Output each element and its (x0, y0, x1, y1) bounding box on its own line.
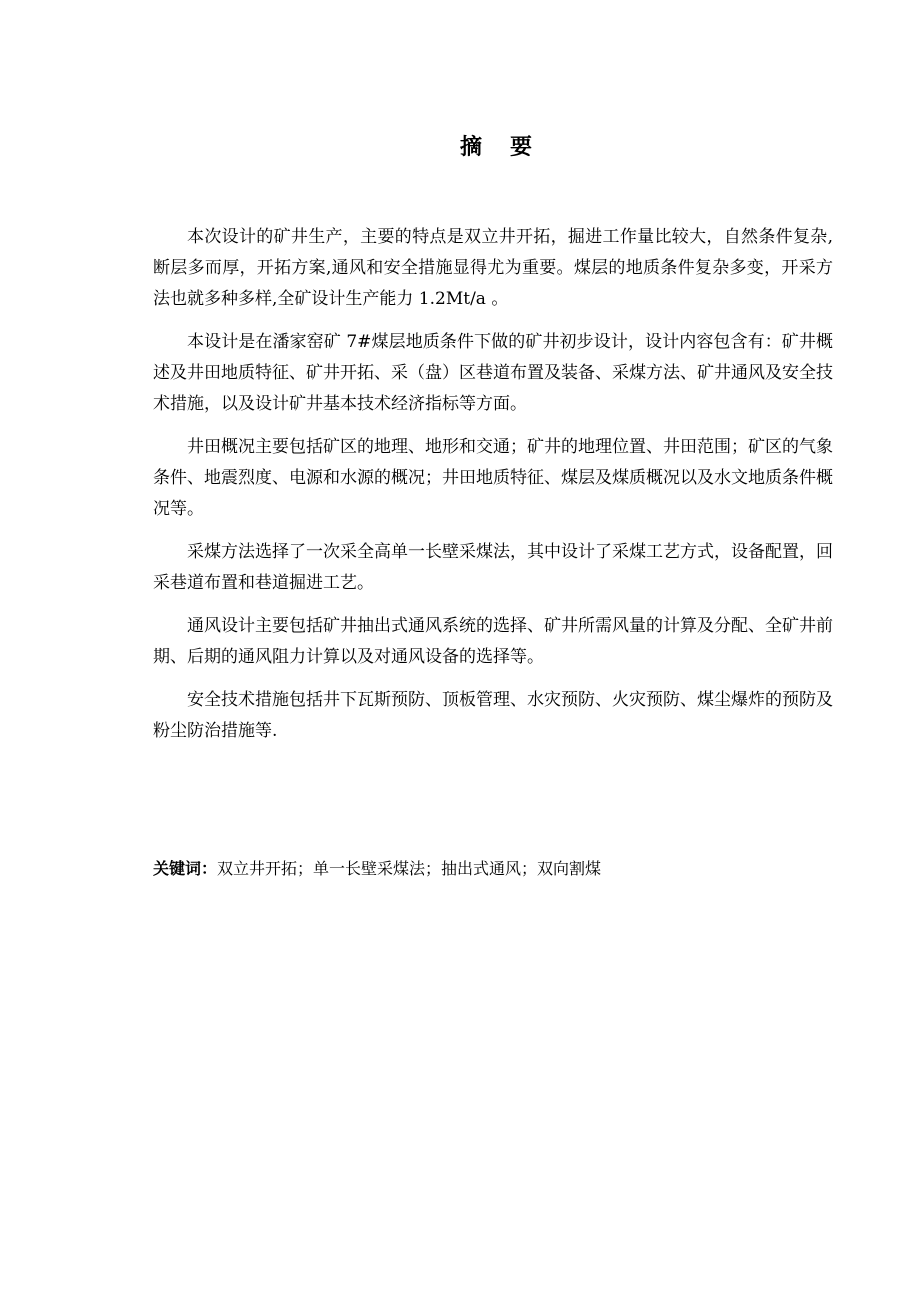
abstract-paragraph: 本设计是在潘家窑矿 7#煤层地质条件下做的矿井初步设计，设计内容包含有：矿井概述及井田地质特征、矿井开拓、采（盘）区巷道布置及装备、采煤方法、矿井通风及安全技术措施，以及设计矿井基本技术经济指标等方面。 (153, 332, 833, 414)
page-title: 摘要 (459, 135, 560, 160)
keywords-label: 关键词： (153, 859, 218, 878)
keywords-text: 双立井开拓；单一长壁采煤法；抽出式通风；双向割煤 (217, 859, 602, 878)
keywords-line (153, 854, 833, 884)
abstract-paragraph: 采煤方法选择了一次采全高单一长壁采煤法，其中设计了采煤工艺方式，设备配置，回采巷道布置和巷道掘进工艺。 (153, 542, 833, 593)
abstract-paragraph: 通风设计主要包括矿井抽出式通风系统的选择、矿井所需风量的计算及分配、全矿井前期、后期的通风阻力计算以及对通风设备的选择等。 (153, 616, 833, 667)
abstract-paragraph: 井田概况主要包括矿区的地理、地形和交通；矿井的地理位置、井田范围；矿区的气象条件、地震烈度、电源和水源的概况；井田地质特征、煤层及煤质概况以及水文地质条件概况等。 (153, 437, 833, 519)
abstract-body (153, 222, 833, 759)
abstract-paragraph: 本次设计的矿井生产，主要的特点是双立井开拓，掘进工作量比较大，自然条件复杂,断层多而厚，开拓方案,通风和安全措施显得尤为重要。煤层的地质条件复杂多变，开采方法也就多种多样,全矿设计生产能力 1.2Mt/a 。 (153, 227, 833, 309)
abstract-paragraph: 安全技术措施包括井下瓦斯预防、顶板管理、水灾预防、火灾预防、煤尘爆炸的预防及粉尘防治措施等. (153, 690, 833, 741)
